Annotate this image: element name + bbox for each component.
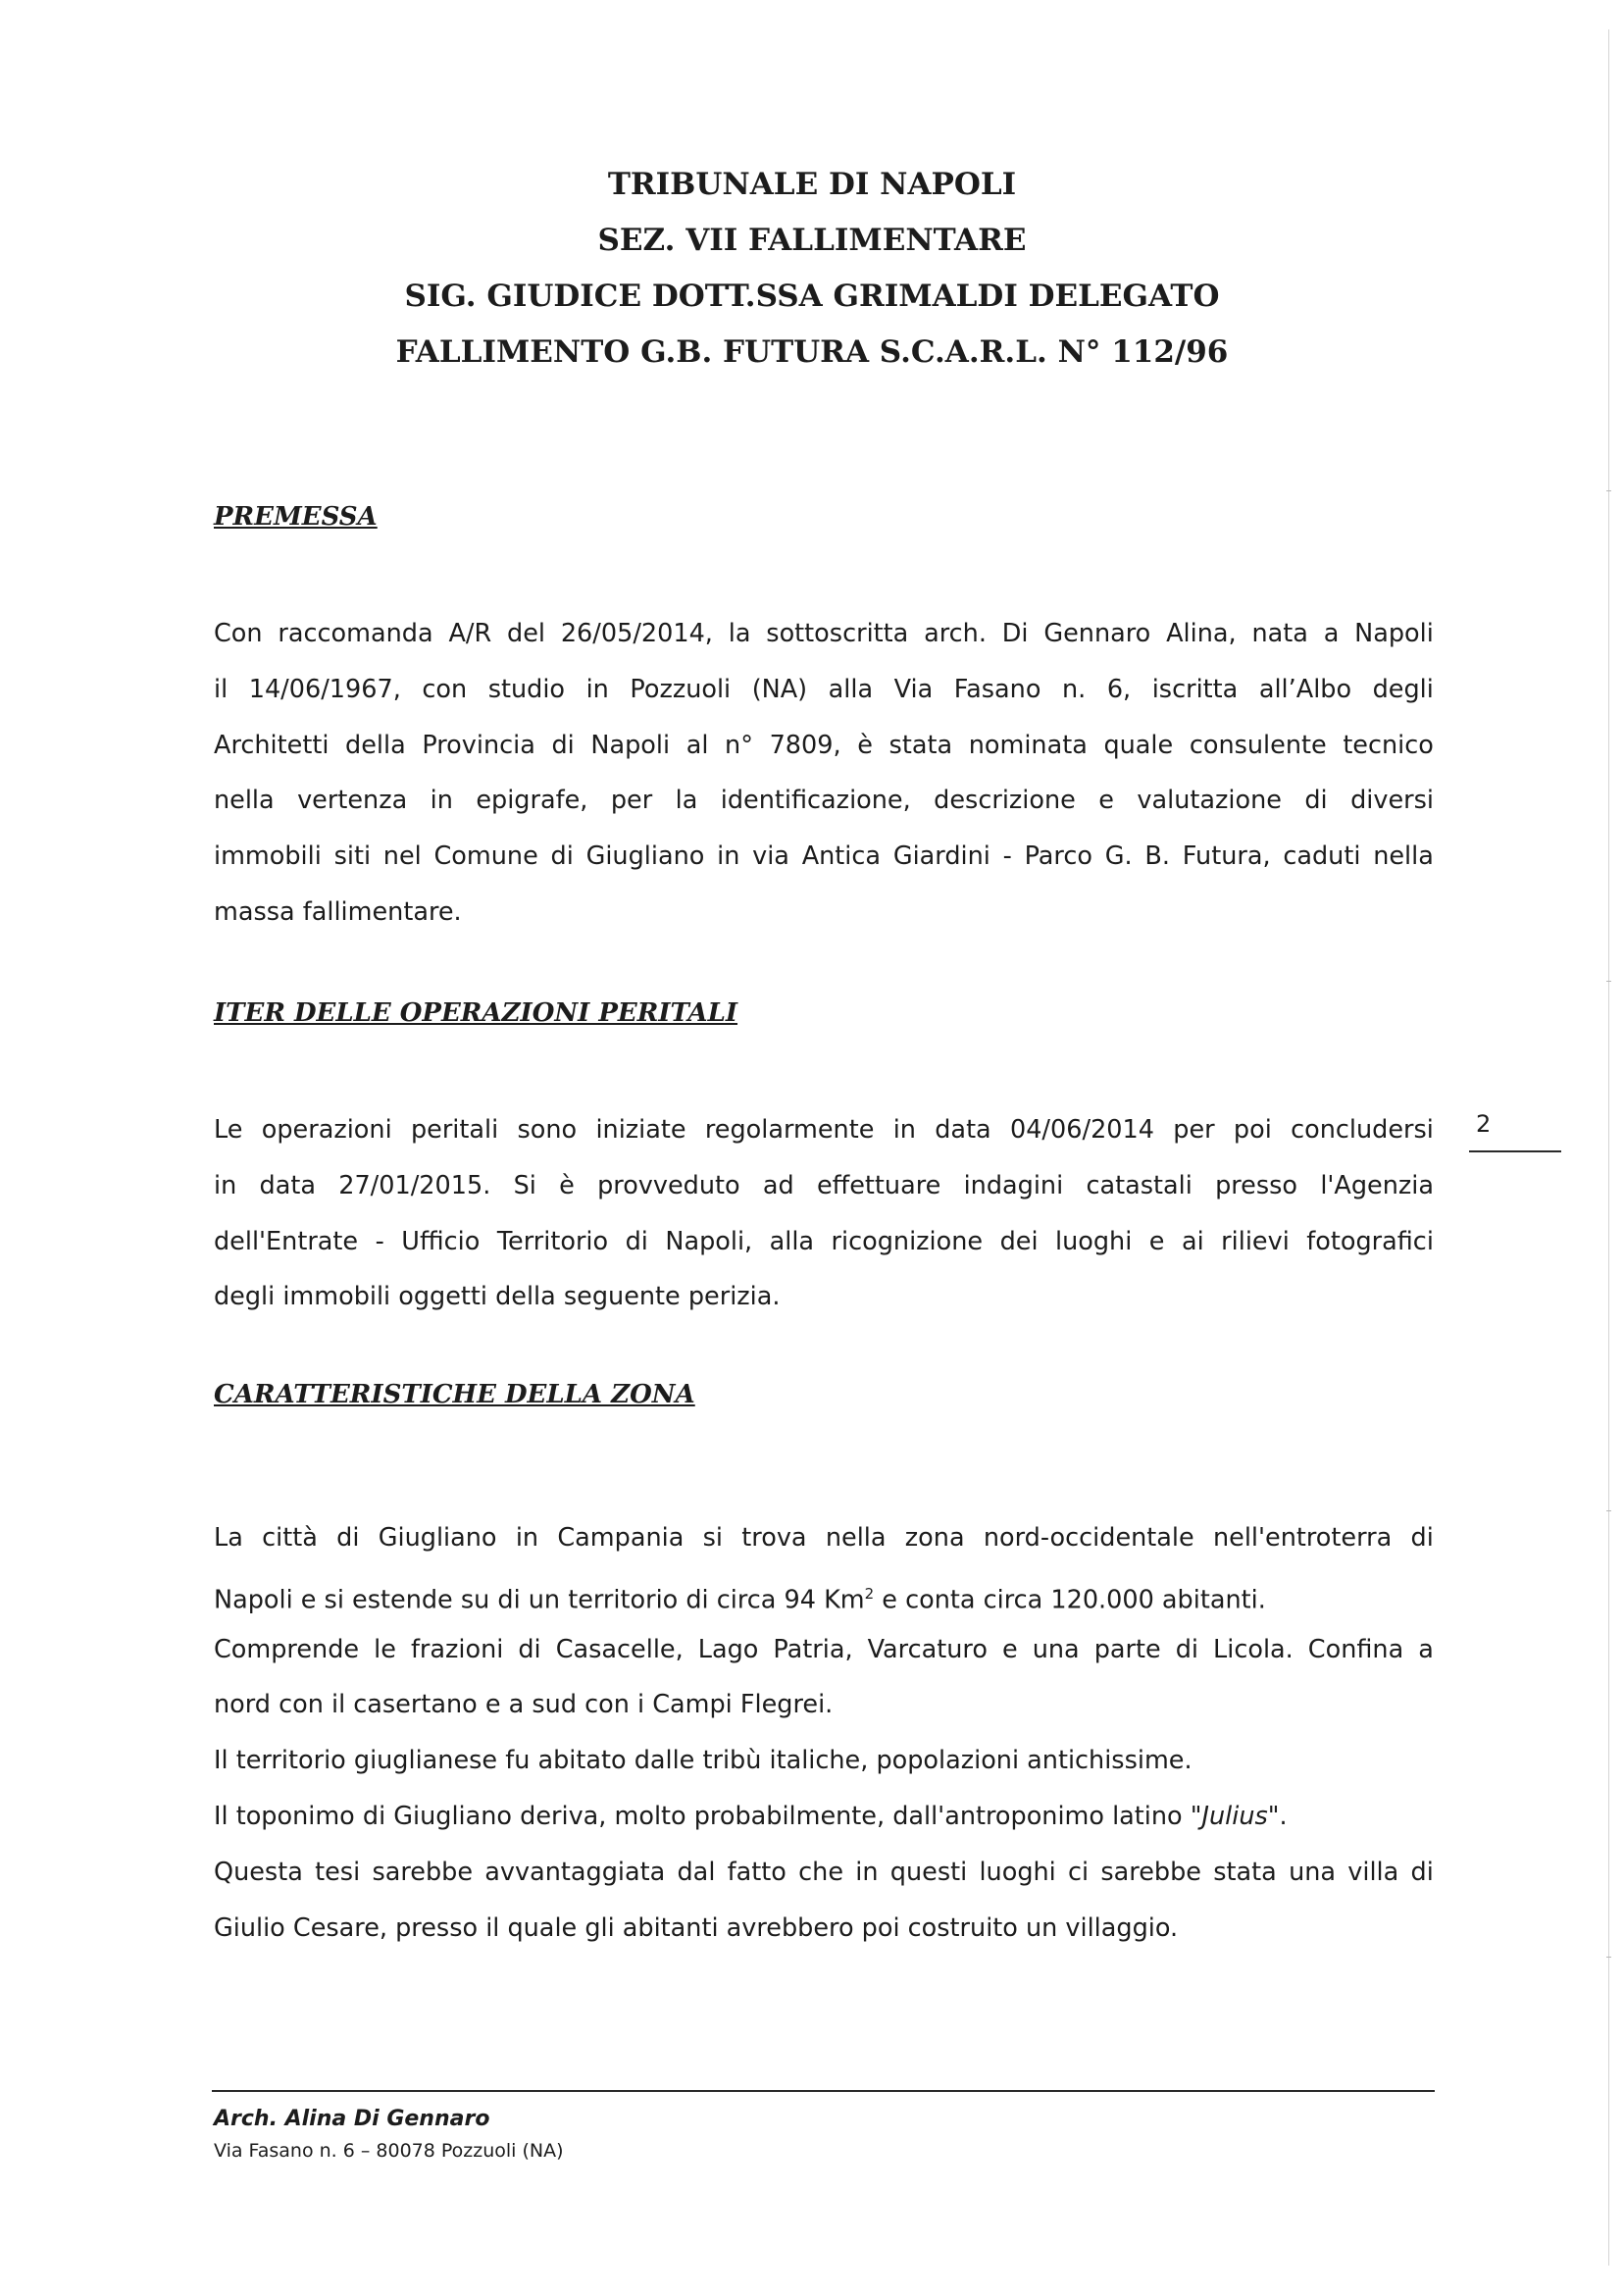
word: nella xyxy=(214,786,275,816)
word: Architetti xyxy=(214,730,330,760)
word: nord-occidentale xyxy=(983,1523,1194,1553)
word: una xyxy=(1032,1634,1080,1664)
word: ai xyxy=(1181,1226,1204,1256)
zona-line-8: Giulio Cesare, presso il quale gli abitanti avrebbero poi costruito un villaggio. xyxy=(214,1912,1179,1943)
word: Provincia xyxy=(422,730,535,760)
judge-line: SIG. GIUDICE DOTT.SSA GRIMALDI DELEGATO xyxy=(404,279,1220,314)
court-section: SEZ. VII FALLIMENTARE xyxy=(597,223,1027,258)
zona-line-6-text: Il toponimo di Giugliano deriva, molto probabilmente, dall'antroponimo latino xyxy=(214,1801,1191,1831)
word: e xyxy=(1098,786,1114,816)
word: Comune xyxy=(433,841,538,872)
word: stata xyxy=(888,730,953,760)
word: descrizione xyxy=(934,786,1076,816)
word: città xyxy=(262,1523,318,1553)
scan-edge-tick xyxy=(1606,981,1611,982)
word: fatto xyxy=(727,1857,787,1887)
word: della xyxy=(345,730,406,760)
word: Pozzuoli xyxy=(630,674,732,704)
word: Casacelle, xyxy=(555,1634,684,1664)
word: di xyxy=(336,1523,360,1553)
word: Fasano xyxy=(953,674,1041,704)
word: a xyxy=(1323,619,1340,648)
word: di xyxy=(625,1226,648,1256)
word: Alina, xyxy=(1166,619,1237,648)
word: via xyxy=(752,841,789,872)
word: epigrafe, xyxy=(476,786,588,816)
word: n. xyxy=(1061,674,1087,704)
iter-title: ITER DELLE OPERAZIONI PERITALI xyxy=(214,998,738,1028)
word: sarebbe xyxy=(1100,1857,1201,1887)
iter-line-2 xyxy=(214,1158,1434,1214)
footer-name: Arch. Alina Di Gennaro xyxy=(214,2107,490,2131)
word: concludersi xyxy=(1291,1115,1434,1145)
word: studio xyxy=(487,674,566,704)
word: raccomanda xyxy=(278,619,433,648)
word: Gennaro xyxy=(1043,619,1151,648)
word: immobili xyxy=(214,841,322,872)
word: nell'entroterra xyxy=(1213,1523,1393,1553)
word: sarebbe xyxy=(372,1857,474,1887)
word: in xyxy=(585,674,609,704)
iter-paragraph xyxy=(214,1102,1434,1325)
word: sottoscritta xyxy=(766,619,909,648)
word: tesi xyxy=(315,1857,361,1887)
footer-address: Via Fasano n. 6 – 80078 Pozzuoli (NA) xyxy=(214,2140,564,2162)
word: iniziate xyxy=(595,1115,686,1145)
word: è xyxy=(857,730,873,760)
premessa-line-3 xyxy=(214,718,1434,774)
zona-line-4: nord con il casertano e a sud con i Campi Flegrei. xyxy=(214,1690,834,1720)
word: Patria, xyxy=(773,1634,853,1664)
scan-edge-tick xyxy=(1606,1510,1611,1511)
word: e xyxy=(1001,1634,1018,1664)
word: 14/06/1967, xyxy=(248,674,401,704)
word: Con xyxy=(214,619,263,648)
word: una xyxy=(1289,1857,1337,1887)
word: nella xyxy=(1373,841,1434,872)
word: 04/06/2014 xyxy=(1009,1115,1154,1145)
iter-line-3 xyxy=(214,1214,1434,1270)
word: l'Agenzia xyxy=(1320,1170,1434,1200)
word: che xyxy=(798,1857,844,1887)
word: Varcaturo xyxy=(867,1634,988,1664)
word: Napoli, xyxy=(665,1226,753,1256)
word: poi xyxy=(1233,1115,1272,1145)
word: iscritta xyxy=(1151,674,1239,704)
word: A/R xyxy=(448,619,492,648)
word: alla xyxy=(769,1226,815,1256)
page-number: 2 xyxy=(1476,1110,1492,1138)
word: parte xyxy=(1093,1634,1161,1664)
word: luoghi xyxy=(979,1857,1056,1887)
word: Giugliano xyxy=(378,1523,497,1553)
word: in xyxy=(430,786,453,816)
word: nominata xyxy=(968,730,1088,760)
word: indagini xyxy=(963,1170,1064,1200)
word: Comprende xyxy=(214,1634,360,1664)
word: Futura, xyxy=(1182,841,1271,872)
word: la xyxy=(675,786,698,816)
word: B. xyxy=(1144,841,1170,872)
word: nella xyxy=(825,1523,887,1553)
word: in xyxy=(892,1115,916,1145)
word: del xyxy=(507,619,545,648)
word: catastali xyxy=(1086,1170,1193,1200)
word: di xyxy=(1175,1634,1198,1664)
premessa-line-4 xyxy=(214,773,1434,829)
word: vertenza xyxy=(297,786,408,816)
word: di xyxy=(550,841,574,872)
word: peritali xyxy=(410,1115,499,1145)
word: in xyxy=(717,841,740,872)
word: e xyxy=(1148,1226,1165,1256)
premessa-line-6: massa fallimentare. xyxy=(214,896,462,927)
word: Giardini xyxy=(892,841,990,872)
word: diversi xyxy=(1350,786,1434,816)
word: Di xyxy=(1001,619,1029,648)
word: regolarmente xyxy=(704,1115,875,1145)
word: di xyxy=(518,1634,541,1664)
word: con xyxy=(422,674,468,704)
word: frazioni xyxy=(410,1634,504,1664)
word: 27/01/2015. xyxy=(338,1170,491,1200)
word: dell'Entrate xyxy=(214,1226,359,1256)
zona-line-2 xyxy=(214,1566,1434,1622)
word: a xyxy=(1418,1634,1434,1664)
word: avvantaggiata xyxy=(484,1857,666,1887)
word: di xyxy=(1410,1523,1434,1553)
word: Giugliano xyxy=(585,841,705,872)
word: Si xyxy=(513,1170,536,1200)
julius-italic: "Julius" xyxy=(1190,1801,1280,1831)
word: - xyxy=(1002,841,1012,872)
word: villa xyxy=(1347,1857,1399,1887)
zona-line-2-end: e conta circa 120.000 abitanti. xyxy=(874,1585,1266,1615)
word: n° xyxy=(725,730,753,760)
document-header xyxy=(0,157,1624,381)
word: il xyxy=(214,674,228,704)
word: per xyxy=(1173,1115,1215,1145)
word: dei xyxy=(999,1226,1039,1256)
word: trova xyxy=(741,1523,807,1553)
word: data xyxy=(935,1115,991,1145)
word: rilievi xyxy=(1221,1226,1290,1256)
zona-line-2-text: Napoli e si estende su di un territorio di circa 94 Km xyxy=(214,1585,865,1615)
word: Napoli xyxy=(1354,619,1434,648)
word: al xyxy=(685,730,709,760)
zona-line-5: Il territorio giuglianese fu abitato dalle tribù italiche, popolazioni antichissime. xyxy=(214,1746,1193,1776)
word: Questa xyxy=(214,1857,303,1887)
word: La xyxy=(214,1523,243,1553)
word: Lago xyxy=(697,1634,759,1664)
word: sono xyxy=(517,1115,578,1145)
word: all’Albo xyxy=(1258,674,1352,704)
word: operazioni xyxy=(261,1115,392,1145)
word: luoghi xyxy=(1055,1226,1133,1256)
word: provveduto xyxy=(597,1170,740,1200)
word: di xyxy=(551,730,575,760)
word: nel xyxy=(382,841,422,872)
word: data xyxy=(259,1170,316,1200)
word: 6, xyxy=(1106,674,1132,704)
word: 7809, xyxy=(769,730,841,760)
word: - xyxy=(375,1226,384,1256)
word: la xyxy=(728,619,751,648)
word: fotografici xyxy=(1306,1226,1434,1256)
zona-line-6-end: . xyxy=(1279,1801,1288,1831)
word: di xyxy=(1410,1857,1434,1887)
word: per xyxy=(610,786,653,816)
word: 26/05/2014, xyxy=(560,619,713,648)
word: di xyxy=(1304,786,1328,816)
word: Le xyxy=(214,1115,243,1145)
premessa-paragraph xyxy=(214,606,1434,941)
superscript-two: 2 xyxy=(864,1584,875,1603)
word: presso xyxy=(1215,1170,1298,1200)
iter-line-1 xyxy=(214,1102,1434,1158)
zona-paragraph xyxy=(214,1510,1434,1956)
zona-line-7 xyxy=(214,1845,1434,1901)
word: nata xyxy=(1251,619,1308,648)
zona-line-1 xyxy=(214,1510,1434,1566)
zona-line-3 xyxy=(214,1622,1434,1678)
word: in xyxy=(855,1857,879,1887)
premessa-line-5 xyxy=(214,829,1434,885)
word: le xyxy=(374,1634,396,1664)
zona-line-6 xyxy=(214,1789,1434,1845)
word: arch. xyxy=(924,619,987,648)
word: identificazione, xyxy=(720,786,911,816)
word: Campania xyxy=(557,1523,685,1553)
word: Parco xyxy=(1024,841,1092,872)
word: zona xyxy=(904,1523,965,1553)
word: ricognizione xyxy=(831,1226,984,1256)
word: tecnico xyxy=(1343,730,1434,760)
word: Ufficio xyxy=(401,1226,481,1256)
word: ci xyxy=(1068,1857,1090,1887)
word: caduti xyxy=(1283,841,1361,872)
word: alla xyxy=(828,674,874,704)
word: in xyxy=(515,1523,539,1553)
word: valutazione xyxy=(1137,786,1282,816)
word: dal xyxy=(677,1857,716,1887)
word: effettuare xyxy=(816,1170,941,1200)
word: degli xyxy=(1372,674,1434,704)
word: Via xyxy=(893,674,934,704)
word: Territorio xyxy=(496,1226,609,1256)
word: Napoli xyxy=(590,730,671,760)
premessa-line-2 xyxy=(214,662,1434,718)
scan-edge-tick xyxy=(1606,490,1611,491)
word: è xyxy=(559,1170,575,1200)
word: stata xyxy=(1213,1857,1277,1887)
word: G. xyxy=(1104,841,1133,872)
word: si xyxy=(702,1523,723,1553)
footer-rule xyxy=(212,2090,1435,2092)
word: (NA) xyxy=(751,674,808,704)
word: ad xyxy=(762,1170,794,1200)
court-name: TRIBUNALE DI NAPOLI xyxy=(607,167,1017,202)
word: Licola. xyxy=(1213,1634,1294,1664)
premessa-line-1 xyxy=(214,606,1434,662)
word: quale xyxy=(1103,730,1174,760)
word: Antica xyxy=(801,841,882,872)
zona-title: CARATTERISTICHE DELLA ZONA xyxy=(214,1380,695,1409)
iter-line-4: degli immobili oggetti della seguente perizia. xyxy=(214,1282,781,1312)
word: consulente xyxy=(1189,730,1327,760)
scan-edge-tick xyxy=(1606,1957,1611,1958)
premessa-title: PREMESSA xyxy=(214,502,378,532)
word: questi xyxy=(889,1857,968,1887)
case-line: FALLIMENTO G.B. FUTURA S.C.A.R.L. N° 112/96 xyxy=(395,334,1229,370)
word: Confina xyxy=(1307,1634,1404,1664)
page-number-rule xyxy=(1469,1150,1561,1152)
word: in xyxy=(214,1170,237,1200)
word: siti xyxy=(333,841,372,872)
